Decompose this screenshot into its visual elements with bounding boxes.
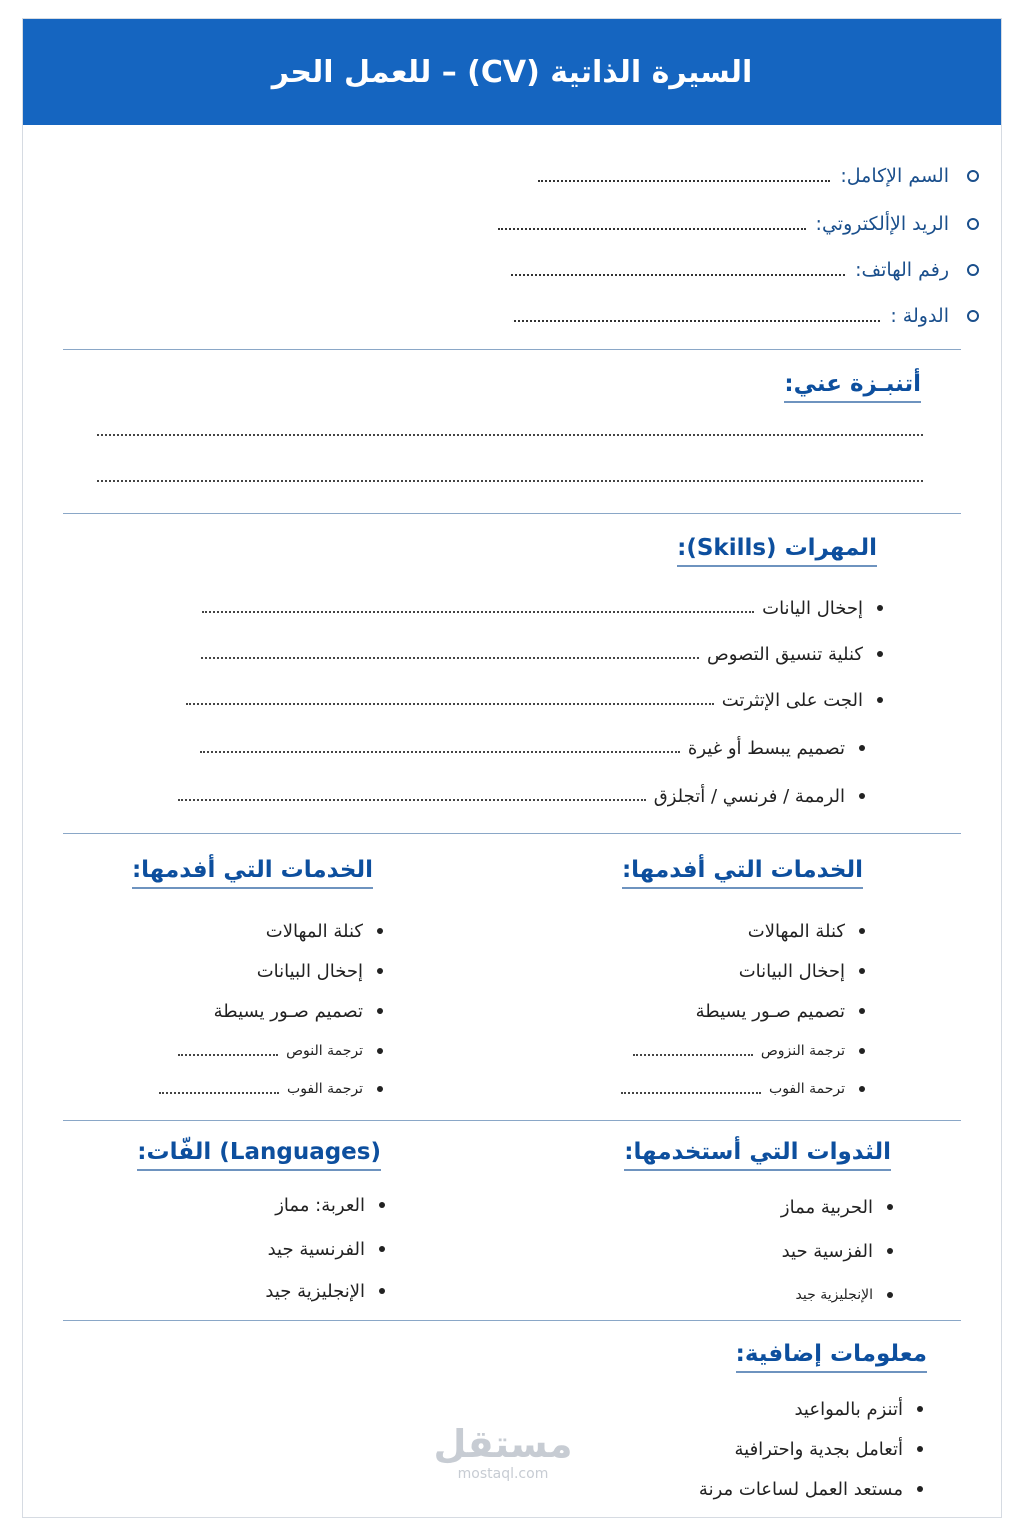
language-item xyxy=(275,1191,385,1219)
section-divider xyxy=(63,1120,961,1121)
service-item xyxy=(214,997,383,1025)
circle-bullet-icon xyxy=(967,310,979,322)
bullet-icon xyxy=(877,697,883,703)
additional-item xyxy=(734,1435,923,1463)
circle-bullet-icon xyxy=(967,170,979,182)
tool-item xyxy=(781,1193,893,1221)
bullet-icon xyxy=(379,1202,385,1208)
full-name-label: السم الإكامل: xyxy=(840,165,949,187)
skill-item xyxy=(201,640,883,668)
additional-title: معلومات إضافية: xyxy=(736,1341,927,1373)
service-text: ترجمة النوص xyxy=(286,1043,363,1059)
field-country xyxy=(514,301,979,331)
service-text: تصميم صـور يسيطة xyxy=(695,1000,845,1022)
additional-item xyxy=(794,1395,923,1423)
additional-text: أتنزم بالمواعيد xyxy=(794,1398,903,1420)
bullet-icon xyxy=(859,928,865,934)
languages-title: (Languages) الفّات: xyxy=(137,1139,381,1171)
skill-item xyxy=(202,594,883,622)
bullet-icon xyxy=(877,651,883,657)
service-blank xyxy=(633,1054,753,1056)
bullet-icon xyxy=(917,1406,923,1412)
skill-text: إحخال اليانات xyxy=(762,597,863,619)
cv-page xyxy=(22,18,1002,1518)
skill-blank xyxy=(200,751,680,753)
bullet-icon xyxy=(859,968,865,974)
section-divider xyxy=(63,833,961,834)
phone-blank xyxy=(511,274,845,276)
about-blank-line xyxy=(97,434,923,436)
bullet-icon xyxy=(859,745,865,751)
skill-text: كنلية تنسيق التصوص xyxy=(706,643,863,665)
bullet-icon xyxy=(379,1246,385,1252)
field-email xyxy=(498,209,979,239)
bullet-icon xyxy=(859,1086,865,1092)
skill-text: تصميم يبسط أو غيرة xyxy=(687,737,845,759)
page-title: السيرة الذاتية (CV) – للعمل الحر xyxy=(271,54,753,90)
skills-title: المهرات (Skills): xyxy=(677,535,877,567)
full-name-blank xyxy=(538,180,830,182)
phone-label: رفم الهاتف: xyxy=(855,259,949,281)
bullet-icon xyxy=(379,1288,385,1294)
skill-item xyxy=(178,782,865,810)
service-text: إحخال البيانات xyxy=(738,960,845,982)
service-text: كنلة المهالات xyxy=(265,920,363,942)
email-blank xyxy=(498,228,806,230)
bullet-icon xyxy=(887,1292,893,1298)
language-text: الفرنسية جيد xyxy=(267,1238,365,1260)
language-item xyxy=(268,1235,385,1263)
bullet-icon xyxy=(377,1086,383,1092)
watermark-logo-text: مستقل xyxy=(433,1422,573,1466)
service-text: كنلة المهالات xyxy=(747,920,845,942)
skill-text: الجت على الإتثرتت xyxy=(721,689,863,711)
service-blank xyxy=(178,1054,278,1056)
bullet-icon xyxy=(377,968,383,974)
additional-text: أتعامل بجدية واحترافية xyxy=(734,1438,903,1460)
language-text: العربة: مماز xyxy=(275,1194,365,1216)
tool-item xyxy=(782,1237,893,1265)
email-label: الريد الإألكتروتي: xyxy=(815,213,949,235)
circle-bullet-icon xyxy=(967,218,979,230)
about-title: أتنبـزة عني: xyxy=(784,371,921,403)
section-divider xyxy=(63,349,961,350)
bullet-icon xyxy=(859,1008,865,1014)
skill-item xyxy=(186,686,883,714)
skill-blank xyxy=(186,703,714,705)
service-item xyxy=(633,1037,865,1065)
bullet-icon xyxy=(377,1008,383,1014)
about-blank-line xyxy=(97,480,923,482)
service-item xyxy=(257,957,383,985)
service-text: ترجمة الفوب xyxy=(287,1081,363,1097)
service-item xyxy=(178,1037,383,1065)
bullet-icon xyxy=(877,605,883,611)
skill-text: الرممة / فرنسي / أتجلزق xyxy=(653,785,845,807)
field-full-name xyxy=(538,161,979,191)
country-blank xyxy=(514,320,880,322)
bullet-icon xyxy=(917,1486,923,1492)
service-text: إحخال البيانات xyxy=(256,960,363,982)
service-item xyxy=(266,917,383,945)
service-item xyxy=(739,957,865,985)
service-text: ترحمة الفوب xyxy=(769,1081,845,1097)
service-item xyxy=(621,1075,865,1103)
header-banner xyxy=(23,19,1001,125)
tool-text: الحربية مماز xyxy=(780,1196,873,1218)
tool-text: الفزسية حيد xyxy=(781,1240,873,1262)
circle-bullet-icon xyxy=(967,264,979,276)
field-phone xyxy=(511,255,979,285)
country-label: الدولة : xyxy=(890,305,949,327)
tool-text: الإنجليزية جيد xyxy=(795,1287,873,1303)
skill-blank xyxy=(178,799,646,801)
service-text: ترجمة النزوص xyxy=(760,1043,845,1059)
services-title: الخدمات التي أفدمها: xyxy=(132,857,373,889)
tool-item xyxy=(796,1281,893,1309)
service-item xyxy=(159,1075,383,1103)
mostaql-watermark xyxy=(428,1422,578,1482)
language-item xyxy=(265,1277,385,1305)
language-text: الإنجليزية جيد xyxy=(265,1280,365,1302)
services-title: الخدمات التي أفدمها: xyxy=(622,857,863,889)
service-blank xyxy=(159,1092,279,1094)
service-text: تصميم صـور يسيطة xyxy=(213,1000,363,1022)
service-blank xyxy=(621,1092,761,1094)
service-item xyxy=(696,997,865,1025)
additional-item xyxy=(699,1475,923,1503)
skill-blank xyxy=(201,657,699,659)
bullet-icon xyxy=(859,793,865,799)
bullet-icon xyxy=(377,928,383,934)
additional-text: مستعد العمل لساعات مرنة xyxy=(698,1478,903,1500)
bullet-icon xyxy=(887,1248,893,1254)
watermark-url: mostaql.com xyxy=(457,1466,549,1482)
bullet-icon xyxy=(917,1446,923,1452)
skill-item xyxy=(200,734,865,762)
tools-title: الثدوات التي أستخدمها: xyxy=(624,1139,891,1171)
service-item xyxy=(748,917,865,945)
section-divider xyxy=(63,1320,961,1321)
bullet-icon xyxy=(859,1048,865,1054)
section-divider xyxy=(63,513,961,514)
bullet-icon xyxy=(377,1048,383,1054)
skill-blank xyxy=(202,611,754,613)
bullet-icon xyxy=(887,1204,893,1210)
